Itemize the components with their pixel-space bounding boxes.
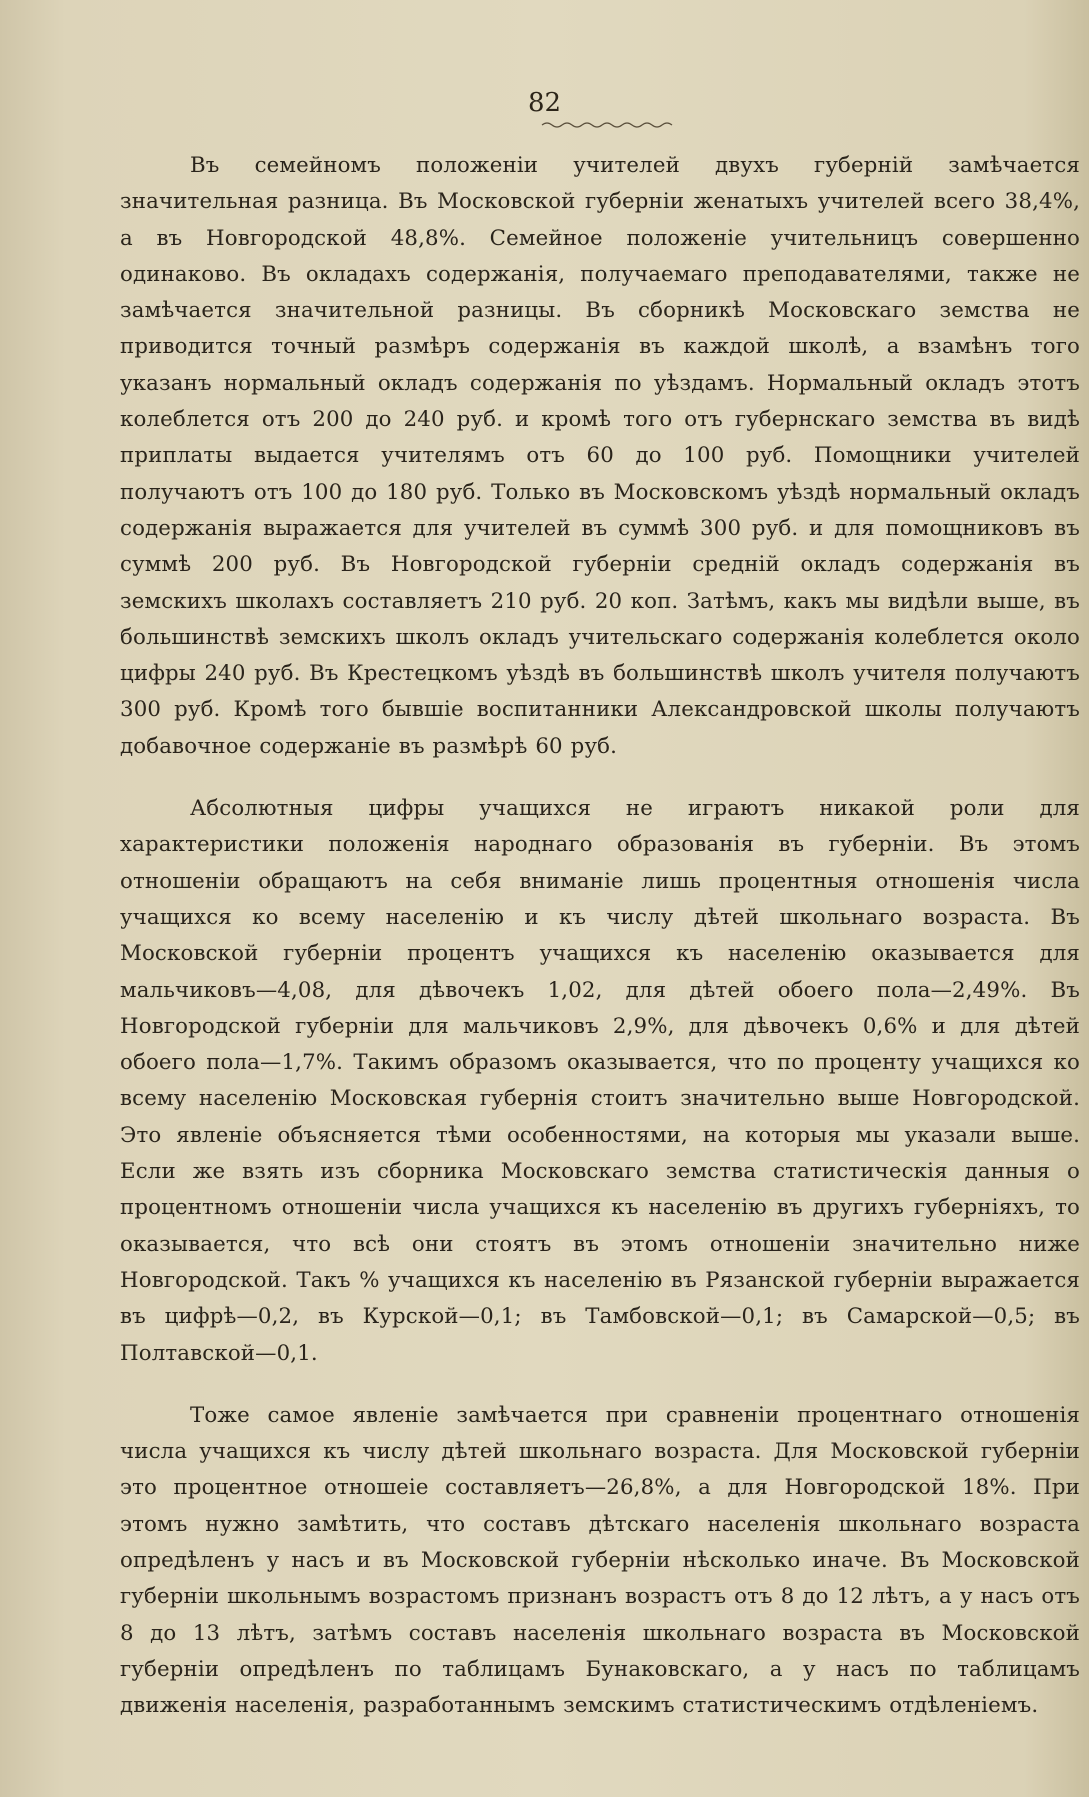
body-text [120,148,1080,1750]
paragraph-teacher-salaries: Въ семейномъ положеніи учителей двухъ губерній замѣчается значительная разница. Въ Московской губерніи женатыхъ учителей всего 38,4%, а въ Новгородской 48,8%. Семейное положеніе учительницъ совершенно одинаково. Въ окладахъ содержанія, получаемаго преподавателями, также не замѣчается значительной разницы. Въ сборникѣ Московскаго земства не приводится точный размѣръ содержанія въ каждой школѣ, а взамѣнъ того указанъ нормальный окладъ содержанія по уѣздамъ. Нормальный окладъ этотъ колеблется отъ 200 до 240 руб. и кромѣ того отъ губернскаго земства въ видѣ приплаты выдается учителямъ отъ 60 до 100 руб. Помощники учителей получаютъ отъ 100 до 180 руб. Только въ Московскомъ уѣздѣ нормальный окладъ содержанія выражается для учителей въ суммѣ 300 руб. и для помощниковъ въ суммѣ 200 руб. Въ Новгородской губерніи средній окладъ содержанія въ земскихъ школахъ составляетъ 210 руб. 20 коп. Затѣмъ, какъ мы видѣли выше, въ большинствѣ земскихъ школъ окладъ учительскаго содержанія колеблется около цифры 240 руб. Въ Крестецкомъ уѣздѣ въ большинствѣ школъ учителя получаютъ 300 руб. Кромѣ того бывшіе воспитанники Александровской школы получаютъ добавочное содержаніе въ размѣрѣ 60 руб. [120,153,1080,759]
page-number: 82 [527,88,562,118]
ornament-divider-icon [540,120,680,130]
paragraph-student-percentages: Абсолютныя цифры учащихся не играютъ никакой роли для характеристики положенія народнаго образованія въ губерніи. Въ этомъ отношеніи обращаютъ на себя вниманіе лишь процентныя отношенія числа учащихся ко всему населенію и къ числу дѣтей школьнаго возраста. Въ Московской губерніи процентъ учащихся къ населенію оказывается для мальчиковъ—4,08, для дѣвочекъ 1,02, для дѣтей обоего пола—2,49%. Въ Новгородской губерніи для мальчиковъ 2,9%, для дѣвочекъ 0,6% и для дѣтей обоего пола—1,7%. Такимъ образомъ оказывается, что по проценту учащихся ко всему населенію Московская губернія стоитъ значительно выше Новгородской. Это явленіе объясняется тѣми особенностями, на которыя мы указали выше. Если же взять изъ сборника Московскаго земства статистическія данныя о процентномъ отношеніи числа учащихся къ населенію въ другихъ губерніяхъ, то оказывается, что всѣ они стоятъ въ этомъ отношеніи значительно ниже Новгородской. Такъ % учащихся къ населенію въ Рязанской губерніи выражается въ цифрѣ—0,2, въ Курской—0,1; въ Тамбовской—0,1; въ Самарской—0,5; въ Полтавской—0,1. [120,796,1080,1366]
paragraph-school-age-comparison: Тоже самое явленіе замѣчается при сравненіи процентнаго отношенія числа учащихся къ числу дѣтей школьнаго возраста. Для Московской губерніи это процентное отношеіе составляетъ—26,8%, а для Новгородской 18%. При этомъ нужно замѣтить, что составъ дѣтскаго населенія школьнаго возраста опредѣленъ у насъ и въ Московской губерніи нѣсколько иначе. Въ Московской губерніи школьнымъ возрастомъ признанъ возрастъ отъ 8 до 12 лѣтъ, а у насъ отъ 8 до 13 лѣтъ, затѣмъ составъ населенія школьнаго возраста въ Московской губерніи опредѣленъ по таблицамъ Бунаковскаго, а у насъ по таблицамъ движенія населенія, разработаннымъ земскимъ статистическимъ отдѣленіемъ. [120,1402,1080,1719]
